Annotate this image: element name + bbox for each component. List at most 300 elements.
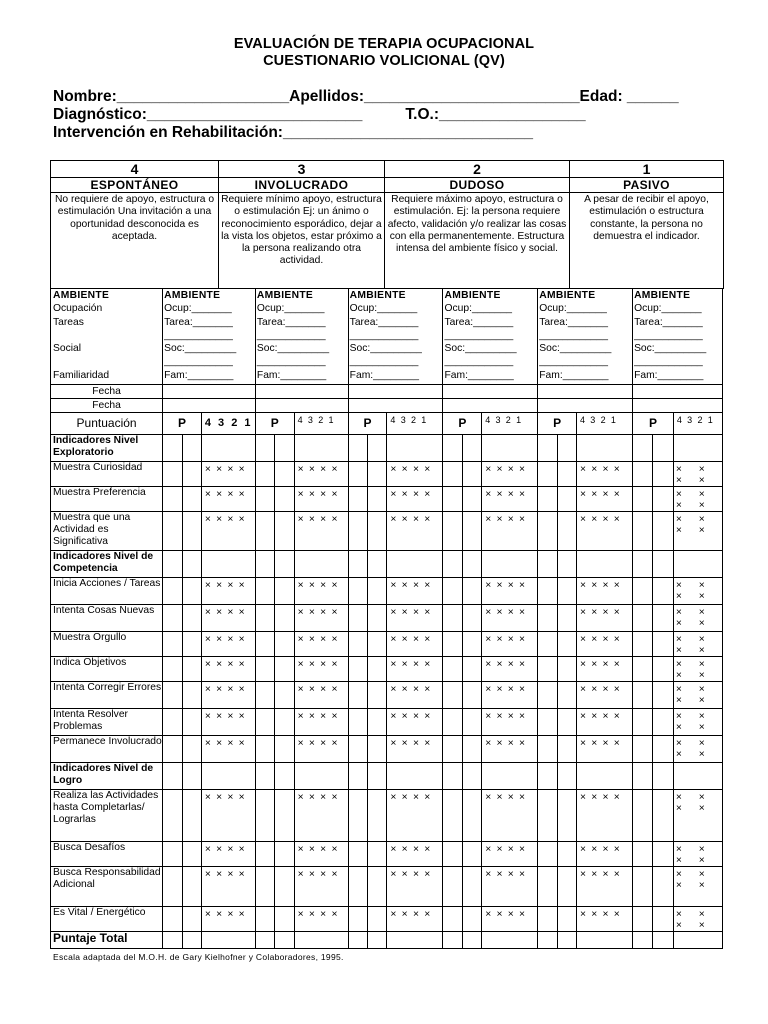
p-cell[interactable] — [368, 551, 387, 578]
p-cell[interactable] — [348, 842, 367, 867]
score-options[interactable]: × × × × — [387, 790, 443, 842]
p-cell[interactable] — [443, 578, 462, 605]
p-cell[interactable] — [275, 682, 294, 709]
score-options[interactable]: × × × × — [201, 605, 255, 632]
p-cell[interactable] — [633, 763, 653, 790]
score-options[interactable]: × × × × — [201, 578, 255, 605]
fecha-input[interactable] — [633, 399, 723, 413]
ambiente-field-fam[interactable]: Fam:________ — [634, 369, 704, 381]
ambiente-field-ocup[interactable]: Ocup:_______ — [256, 303, 325, 315]
score-options[interactable]: × × × × — [673, 632, 722, 657]
p-cell[interactable] — [163, 578, 182, 605]
ambiente-field-ocup[interactable]: Ocup:_______ — [349, 303, 418, 315]
p-cell[interactable] — [462, 657, 481, 682]
score-cell[interactable] — [294, 551, 348, 578]
score-cell[interactable] — [576, 435, 632, 462]
score-options[interactable]: × × × × — [387, 736, 443, 763]
p-cell[interactable] — [163, 932, 182, 949]
p-cell[interactable] — [368, 932, 387, 949]
p-cell[interactable] — [557, 462, 576, 487]
p-cell[interactable] — [538, 487, 557, 512]
p-cell[interactable] — [348, 462, 367, 487]
score-options[interactable]: × × × × — [576, 578, 632, 605]
ambiente-block[interactable] — [348, 289, 443, 385]
ambiente-field-blank[interactable]: ____________ — [634, 329, 703, 341]
p-cell[interactable] — [368, 682, 387, 709]
p-cell[interactable] — [275, 462, 294, 487]
p-cell[interactable] — [163, 512, 182, 551]
score-options[interactable]: × × × × — [201, 867, 255, 907]
ambiente-field-fam[interactable]: Fam:________ — [349, 369, 419, 381]
p-cell[interactable] — [557, 867, 576, 907]
p-cell[interactable] — [182, 790, 201, 842]
p-cell[interactable] — [275, 736, 294, 763]
p-cell[interactable] — [633, 632, 653, 657]
p-cell[interactable] — [653, 632, 673, 657]
p-cell[interactable] — [182, 632, 201, 657]
score-options[interactable]: × × × × — [387, 487, 443, 512]
score-options[interactable]: × × × × — [387, 632, 443, 657]
score-cell[interactable] — [201, 551, 255, 578]
score-options[interactable]: × × × × — [576, 682, 632, 709]
p-cell[interactable] — [462, 842, 481, 867]
p-cell[interactable] — [275, 867, 294, 907]
p-cell[interactable] — [557, 512, 576, 551]
score-options[interactable]: × × × × — [387, 657, 443, 682]
p-cell[interactable] — [275, 512, 294, 551]
score-options[interactable]: × × × × — [201, 736, 255, 763]
p-cell[interactable] — [275, 605, 294, 632]
score-options[interactable]: × × × × — [576, 709, 632, 736]
p-cell[interactable] — [462, 435, 481, 462]
ambiente-field-blank[interactable]: ____________ — [349, 329, 419, 341]
score-options[interactable]: × × × × — [387, 578, 443, 605]
ambiente-block[interactable] — [633, 289, 723, 385]
score-options[interactable]: × × × × — [482, 682, 538, 709]
score-options[interactable]: × × × × — [673, 512, 722, 551]
p-cell[interactable] — [557, 842, 576, 867]
score-options[interactable]: × × × × — [294, 709, 348, 736]
score-options[interactable]: × × × × — [482, 842, 538, 867]
ambiente-field-soc[interactable]: Soc:_________ — [256, 343, 330, 355]
p-cell[interactable] — [255, 763, 274, 790]
p-cell[interactable] — [368, 736, 387, 763]
score-cell[interactable] — [294, 435, 348, 462]
ambiente-field-blank[interactable]: ____________ — [539, 356, 608, 368]
fecha-input[interactable] — [443, 399, 538, 413]
score-options[interactable]: × × × × — [673, 487, 722, 512]
p-cell[interactable] — [443, 736, 462, 763]
score-options[interactable]: × × × × — [576, 736, 632, 763]
p-cell[interactable] — [557, 790, 576, 842]
ambiente-field-fam[interactable]: Fam:________ — [539, 369, 609, 381]
p-cell[interactable] — [462, 790, 481, 842]
ambiente-field-soc[interactable]: Soc:_________ — [634, 343, 707, 355]
p-cell[interactable] — [443, 462, 462, 487]
fecha-input[interactable] — [255, 385, 348, 399]
score-cell[interactable] — [387, 932, 443, 949]
p-cell[interactable] — [462, 578, 481, 605]
p-cell[interactable] — [255, 657, 274, 682]
p-cell[interactable] — [557, 435, 576, 462]
ambiente-field-tarea[interactable]: Tarea:_______ — [444, 316, 514, 328]
p-cell[interactable] — [443, 682, 462, 709]
p-cell[interactable] — [255, 632, 274, 657]
p-cell[interactable] — [538, 512, 557, 551]
p-cell[interactable] — [182, 487, 201, 512]
score-options[interactable]: × × × × — [576, 842, 632, 867]
p-cell[interactable] — [368, 462, 387, 487]
p-cell[interactable] — [163, 462, 182, 487]
ambiente-block[interactable] — [443, 289, 538, 385]
score-options[interactable]: × × × × — [294, 657, 348, 682]
p-cell[interactable] — [443, 435, 462, 462]
p-cell[interactable] — [275, 632, 294, 657]
p-cell[interactable] — [255, 709, 274, 736]
p-cell[interactable] — [633, 487, 653, 512]
p-cell[interactable] — [182, 551, 201, 578]
score-options[interactable]: × × × × — [201, 907, 255, 932]
ambiente-block[interactable] — [163, 289, 256, 385]
p-cell[interactable] — [653, 578, 673, 605]
p-cell[interactable] — [462, 462, 481, 487]
p-cell[interactable] — [443, 605, 462, 632]
p-cell[interactable] — [538, 462, 557, 487]
p-cell[interactable] — [255, 512, 274, 551]
ambiente-field-blank[interactable]: ____________ — [634, 356, 703, 368]
p-cell[interactable] — [462, 736, 481, 763]
p-cell[interactable] — [633, 605, 653, 632]
p-cell[interactable] — [275, 907, 294, 932]
score-cell[interactable] — [482, 763, 538, 790]
p-cell[interactable] — [443, 487, 462, 512]
ambiente-field-ocup[interactable]: Ocup:_______ — [634, 303, 702, 315]
p-cell[interactable] — [557, 487, 576, 512]
score-options[interactable]: × × × × — [294, 578, 348, 605]
score-options[interactable]: × × × × — [294, 907, 348, 932]
p-cell[interactable] — [348, 551, 367, 578]
p-cell[interactable] — [538, 842, 557, 867]
p-cell[interactable] — [275, 932, 294, 949]
p-cell[interactable] — [348, 709, 367, 736]
fecha-input[interactable] — [443, 385, 538, 399]
p-cell[interactable] — [163, 657, 182, 682]
score-options[interactable]: × × × × — [673, 907, 722, 932]
p-cell[interactable] — [653, 709, 673, 736]
ambiente-field-soc[interactable]: Soc:_________ — [444, 343, 517, 355]
score-options[interactable]: × × × × — [673, 578, 722, 605]
score-cell[interactable] — [576, 763, 632, 790]
p-cell[interactable] — [653, 551, 673, 578]
p-cell[interactable] — [557, 605, 576, 632]
p-cell[interactable] — [538, 932, 557, 949]
ambiente-field-soc[interactable]: Soc:_________ — [539, 343, 612, 355]
p-cell[interactable] — [348, 867, 367, 907]
p-cell[interactable] — [443, 932, 462, 949]
p-cell[interactable] — [557, 763, 576, 790]
score-cell[interactable] — [576, 551, 632, 578]
score-options[interactable]: × × × × — [294, 790, 348, 842]
p-cell[interactable] — [368, 709, 387, 736]
p-cell[interactable] — [633, 736, 653, 763]
p-cell[interactable] — [653, 512, 673, 551]
score-options[interactable]: × × × × — [201, 842, 255, 867]
p-cell[interactable] — [538, 736, 557, 763]
p-cell[interactable] — [633, 551, 653, 578]
score-options[interactable]: × × × × — [201, 462, 255, 487]
p-cell[interactable] — [462, 487, 481, 512]
score-options[interactable]: × × × × — [673, 736, 722, 763]
p-cell[interactable] — [557, 578, 576, 605]
p-cell[interactable] — [443, 551, 462, 578]
ambiente-field-blank[interactable]: ____________ — [444, 356, 514, 368]
score-options[interactable]: × × × × — [673, 605, 722, 632]
ambiente-field-soc[interactable]: Soc:_________ — [349, 343, 422, 355]
p-cell[interactable] — [462, 682, 481, 709]
p-cell[interactable] — [462, 709, 481, 736]
p-cell[interactable] — [368, 867, 387, 907]
p-cell[interactable] — [275, 551, 294, 578]
p-cell[interactable] — [255, 932, 274, 949]
score-options[interactable]: × × × × — [294, 487, 348, 512]
p-cell[interactable] — [275, 763, 294, 790]
ambiente-field-ocup[interactable]: Ocup:_______ — [164, 303, 232, 315]
p-cell[interactable] — [538, 605, 557, 632]
score-options[interactable]: × × × × — [482, 632, 538, 657]
p-cell[interactable] — [633, 842, 653, 867]
p-cell[interactable] — [348, 657, 367, 682]
p-cell[interactable] — [255, 682, 274, 709]
p-cell[interactable] — [653, 435, 673, 462]
p-cell[interactable] — [653, 867, 673, 907]
p-cell[interactable] — [182, 578, 201, 605]
p-cell[interactable] — [633, 867, 653, 907]
score-options[interactable]: × × × × — [482, 657, 538, 682]
ambiente-field-blank[interactable]: ____________ — [349, 356, 419, 368]
p-cell[interactable] — [633, 907, 653, 932]
p-cell[interactable] — [633, 709, 653, 736]
score-options[interactable]: × × × × — [576, 487, 632, 512]
p-cell[interactable] — [348, 736, 367, 763]
score-options[interactable]: × × × × — [482, 605, 538, 632]
score-options[interactable]: × × × × — [387, 462, 443, 487]
p-cell[interactable] — [348, 763, 367, 790]
p-cell[interactable] — [653, 736, 673, 763]
p-cell[interactable] — [163, 605, 182, 632]
p-cell[interactable] — [163, 790, 182, 842]
fecha-input[interactable] — [163, 399, 256, 413]
p-cell[interactable] — [538, 682, 557, 709]
p-cell[interactable] — [163, 736, 182, 763]
p-cell[interactable] — [255, 790, 274, 842]
ambiente-field-soc[interactable]: Soc:_________ — [164, 343, 237, 355]
score-options[interactable]: × × × × — [673, 462, 722, 487]
p-cell[interactable] — [443, 512, 462, 551]
p-cell[interactable] — [633, 462, 653, 487]
score-options[interactable]: × × × × — [482, 907, 538, 932]
score-options[interactable]: × × × × — [673, 842, 722, 867]
score-options[interactable]: × × × × — [482, 790, 538, 842]
p-cell[interactable] — [368, 657, 387, 682]
p-cell[interactable] — [462, 605, 481, 632]
score-options[interactable]: × × × × — [576, 657, 632, 682]
p-cell[interactable] — [182, 512, 201, 551]
score-options[interactable]: × × × × — [576, 907, 632, 932]
p-cell[interactable] — [653, 657, 673, 682]
p-cell[interactable] — [462, 763, 481, 790]
p-cell[interactable] — [443, 867, 462, 907]
p-cell[interactable] — [348, 790, 367, 842]
ambiente-block[interactable] — [255, 289, 348, 385]
p-cell[interactable] — [368, 842, 387, 867]
score-cell[interactable] — [294, 932, 348, 949]
ambiente-field-tarea[interactable]: Tarea:_______ — [634, 316, 703, 328]
p-cell[interactable] — [557, 682, 576, 709]
p-cell[interactable] — [182, 682, 201, 709]
p-cell[interactable] — [163, 842, 182, 867]
p-cell[interactable] — [255, 462, 274, 487]
p-cell[interactable] — [443, 763, 462, 790]
p-cell[interactable] — [275, 842, 294, 867]
p-cell[interactable] — [538, 435, 557, 462]
p-cell[interactable] — [255, 605, 274, 632]
p-cell[interactable] — [653, 842, 673, 867]
score-options[interactable]: × × × × — [482, 867, 538, 907]
score-options[interactable]: × × × × — [387, 867, 443, 907]
p-cell[interactable] — [368, 790, 387, 842]
ambiente-field-blank[interactable]: ____________ — [164, 356, 233, 368]
p-cell[interactable] — [557, 709, 576, 736]
fecha-input[interactable] — [255, 399, 348, 413]
p-cell[interactable] — [368, 578, 387, 605]
p-cell[interactable] — [182, 462, 201, 487]
score-options[interactable]: × × × × — [387, 842, 443, 867]
p-cell[interactable] — [255, 487, 274, 512]
p-cell[interactable] — [163, 867, 182, 907]
p-cell[interactable] — [163, 551, 182, 578]
score-options[interactable]: × × × × — [673, 682, 722, 709]
p-cell[interactable] — [653, 907, 673, 932]
p-cell[interactable] — [462, 867, 481, 907]
score-options[interactable]: × × × × — [482, 578, 538, 605]
score-options[interactable]: × × × × — [387, 605, 443, 632]
p-cell[interactable] — [557, 932, 576, 949]
p-cell[interactable] — [275, 435, 294, 462]
p-cell[interactable] — [368, 907, 387, 932]
p-cell[interactable] — [538, 790, 557, 842]
score-options[interactable]: × × × × — [576, 462, 632, 487]
fecha-input[interactable] — [163, 385, 256, 399]
p-cell[interactable] — [348, 578, 367, 605]
score-cell[interactable] — [482, 435, 538, 462]
p-cell[interactable] — [348, 682, 367, 709]
p-cell[interactable] — [653, 605, 673, 632]
score-options[interactable]: × × × × — [201, 632, 255, 657]
p-cell[interactable] — [462, 632, 481, 657]
score-cell[interactable] — [387, 435, 443, 462]
p-cell[interactable] — [538, 632, 557, 657]
p-cell[interactable] — [275, 487, 294, 512]
score-options[interactable]: × × × × — [294, 462, 348, 487]
p-cell[interactable] — [348, 907, 367, 932]
intervention-line[interactable]: Intervención en Rehabilitación:_____________________________ — [53, 124, 533, 141]
p-cell[interactable] — [255, 551, 274, 578]
p-cell[interactable] — [182, 605, 201, 632]
p-cell[interactable] — [163, 709, 182, 736]
ambiente-field-tarea[interactable]: Tarea:_______ — [164, 316, 233, 328]
p-cell[interactable] — [163, 907, 182, 932]
score-options[interactable]: × × × × — [482, 709, 538, 736]
ambiente-field-fam[interactable]: Fam:________ — [256, 369, 327, 381]
score-options[interactable]: × × × × — [576, 632, 632, 657]
p-cell[interactable] — [538, 551, 557, 578]
fecha-input[interactable] — [348, 399, 443, 413]
p-cell[interactable] — [538, 867, 557, 907]
ambiente-field-fam[interactable]: Fam:________ — [164, 369, 234, 381]
p-cell[interactable] — [368, 763, 387, 790]
fecha-input[interactable] — [538, 385, 633, 399]
score-cell[interactable] — [387, 763, 443, 790]
ambiente-field-blank[interactable]: ____________ — [444, 329, 514, 341]
ambiente-field-fam[interactable]: Fam:________ — [444, 369, 514, 381]
score-cell[interactable] — [201, 763, 255, 790]
score-options[interactable]: × × × × — [387, 512, 443, 551]
p-cell[interactable] — [255, 736, 274, 763]
p-cell[interactable] — [255, 435, 274, 462]
score-options[interactable]: × × × × — [387, 682, 443, 709]
p-cell[interactable] — [653, 763, 673, 790]
score-options[interactable]: × × × × — [387, 709, 443, 736]
ambiente-block[interactable] — [538, 289, 633, 385]
score-options[interactable]: × × × × — [201, 709, 255, 736]
p-cell[interactable] — [538, 709, 557, 736]
ambiente-field-ocup[interactable]: Ocup:_______ — [539, 303, 607, 315]
score-options[interactable]: × × × × — [673, 709, 722, 736]
score-cell[interactable] — [387, 551, 443, 578]
score-options[interactable]: × × × × — [201, 790, 255, 842]
score-options[interactable]: × × × × — [482, 736, 538, 763]
p-cell[interactable] — [275, 709, 294, 736]
p-cell[interactable] — [443, 657, 462, 682]
p-cell[interactable] — [348, 512, 367, 551]
p-cell[interactable] — [275, 790, 294, 842]
p-cell[interactable] — [348, 632, 367, 657]
score-options[interactable]: × × × × — [201, 657, 255, 682]
ambiente-field-blank[interactable]: ____________ — [539, 329, 608, 341]
p-cell[interactable] — [633, 682, 653, 709]
p-cell[interactable] — [557, 907, 576, 932]
fecha-input[interactable] — [633, 385, 723, 399]
p-cell[interactable] — [538, 578, 557, 605]
p-cell[interactable] — [653, 462, 673, 487]
p-cell[interactable] — [182, 907, 201, 932]
name-surname-age-line[interactable]: Nombre:____________________Apellidos:_________________________Edad: ______ — [53, 88, 679, 105]
p-cell[interactable] — [255, 907, 274, 932]
p-cell[interactable] — [443, 907, 462, 932]
score-options[interactable]: × × × × — [387, 907, 443, 932]
p-cell[interactable] — [443, 842, 462, 867]
score-options[interactable]: × × × × — [576, 790, 632, 842]
score-options[interactable]: × × × × — [294, 682, 348, 709]
ambiente-field-tarea[interactable]: Tarea:_______ — [256, 316, 326, 328]
score-options[interactable]: × × × × — [294, 512, 348, 551]
p-cell[interactable] — [348, 605, 367, 632]
p-cell[interactable] — [633, 790, 653, 842]
p-cell[interactable] — [633, 435, 653, 462]
p-cell[interactable] — [163, 487, 182, 512]
p-cell[interactable] — [163, 763, 182, 790]
p-cell[interactable] — [368, 435, 387, 462]
